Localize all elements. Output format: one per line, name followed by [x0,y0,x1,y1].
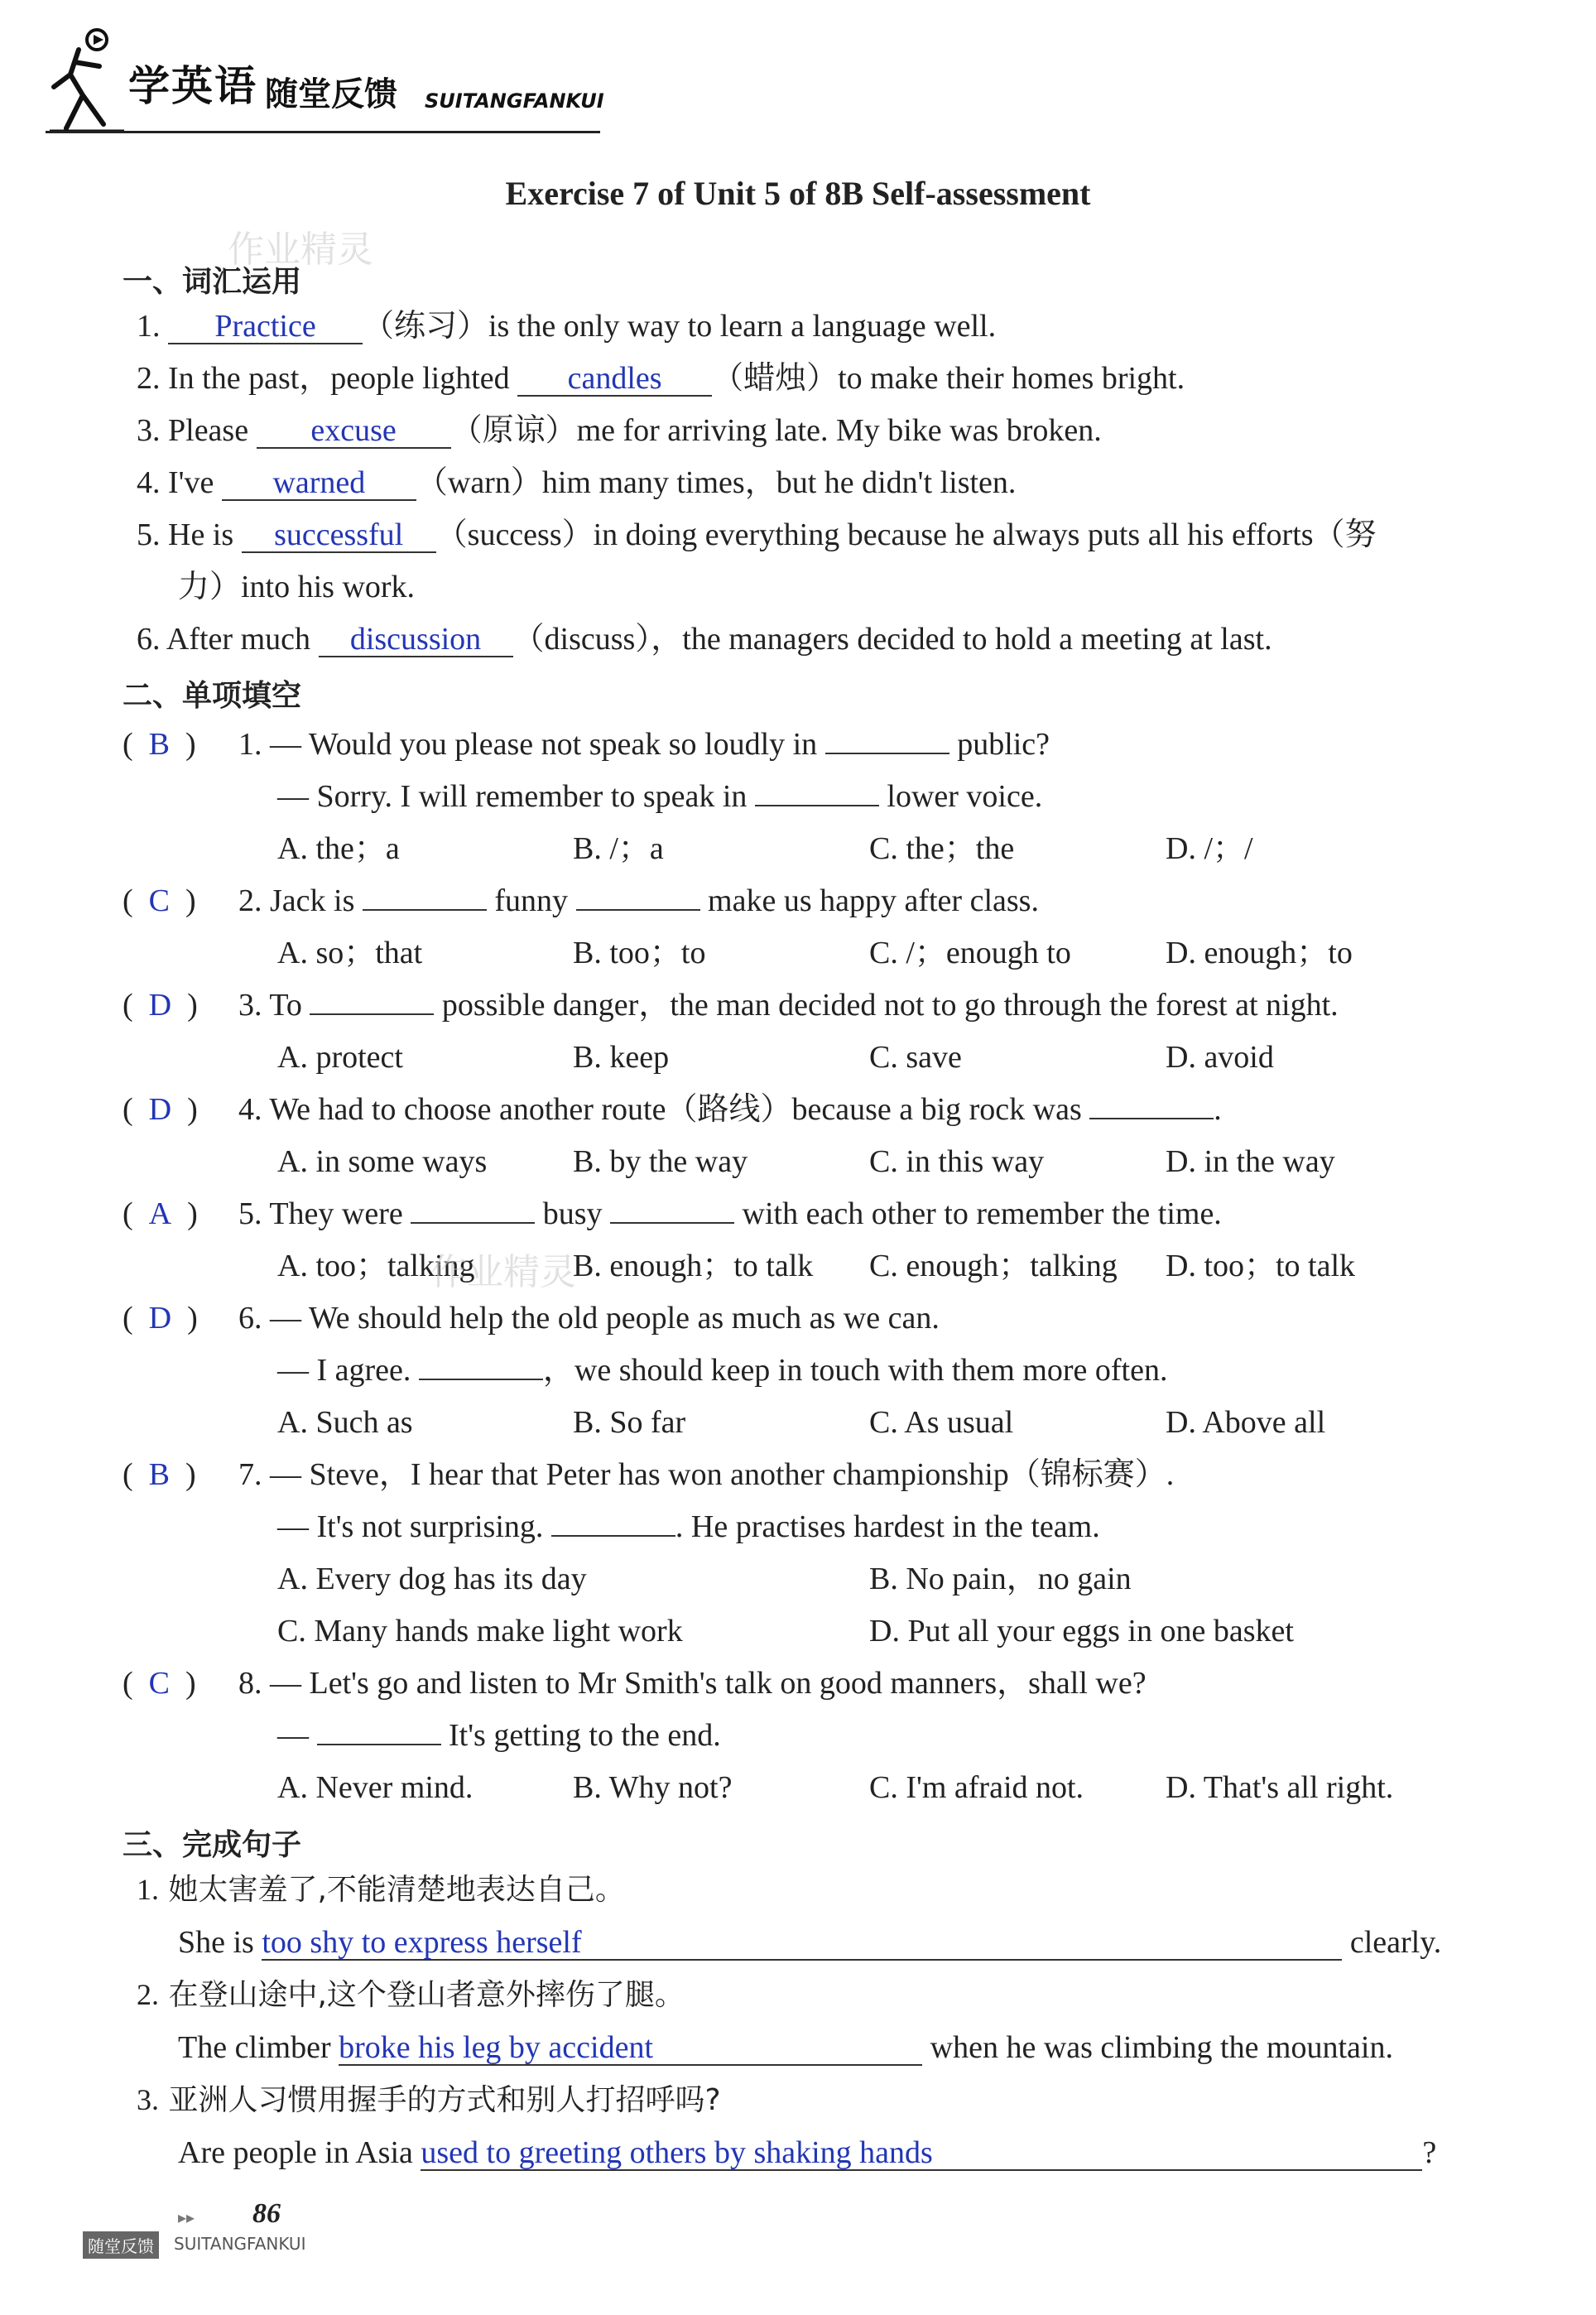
option-a[interactable]: A. Never mind. [277,1770,474,1805]
watermark: 作业精灵 [228,229,373,271]
option-a[interactable]: A. too；talking [277,1249,475,1283]
option-c[interactable]: C. Many hands make light work [277,1614,683,1648]
question-gap [310,1013,434,1015]
mc-question-7: 7. — Steve，I hear that Peter has won another championship（锦标赛）. [238,1457,1175,1492]
option-d[interactable]: D. Put all your eggs in one basket [869,1614,1294,1648]
mc-answer-box: ( A ) [123,1196,198,1231]
option-b[interactable]: B. /；a [573,831,664,866]
option-b[interactable]: B. So far [573,1405,686,1440]
sentence-2-chinese: 2. 在登山途中,这个登山者意外摔伤了腿。 [137,1978,685,2012]
mc-answer-box: ( B ) [123,727,196,762]
mc-answer-box: ( D ) [123,988,198,1023]
runner-logo-icon [46,25,128,137]
mc-question-6-reply: — I agree. ，we should keep in touch with them more often. [277,1353,1168,1388]
section1-heading: 一、词汇运用 [123,265,302,299]
mc-answer-box: ( C ) [123,1666,196,1701]
option-c[interactable]: C. in this way [869,1144,1045,1179]
page-title: Exercise 7 of Unit 5 of 8B Self-assessment [505,175,1091,212]
answer-blank[interactable]: excuse [257,414,451,449]
sentence-3-chinese: 3. 亚洲人习惯用握手的方式和别人打招呼吗? [137,2083,721,2117]
option-c[interactable]: C. save [869,1040,962,1075]
mc-question-8-reply: — It's getting to the end. [277,1718,721,1753]
arrow-icon: ▸▸ [178,2209,195,2227]
footer-tag: 随堂反馈 [83,2231,159,2259]
vocab-item-3: 3. Please excuse （原谅）me for arriving late. My bike was broken. [137,413,1102,448]
sentence-2: The climber broke his leg by accident when he was climbing the mountain. [178,2030,1393,2065]
mc-answer[interactable]: B [148,727,171,762]
option-b[interactable]: B. enough；to talk [573,1249,814,1283]
mc-question-1-reply: — Sorry. I will remember to speak in lower voice. [277,779,1043,814]
option-c[interactable]: C. the；the [869,831,1015,866]
mc-question-2: 2. Jack is funny make us happy after class. [238,883,1039,918]
section3-heading: 三、完成句子 [123,1828,302,1862]
option-a[interactable]: A. Such as [277,1405,413,1440]
vocab-item-1: 1. Practice （练习）is the only way to learn a language well. [137,309,997,344]
option-c[interactable]: C. As usual [869,1405,1014,1440]
option-d[interactable]: D. avoid [1166,1040,1274,1075]
option-b[interactable]: B. Why not? [573,1770,733,1805]
mc-question-4: 4. We had to choose another route（路线）because a big rock was . [238,1092,1222,1127]
mc-question-8: 8. — Let's go and listen to Mr Smith's talk on good manners，shall we? [238,1666,1147,1701]
footer-tag-en: SUITANGFANKUI [174,2234,306,2254]
mc-answer-box: ( C ) [123,883,196,918]
option-a[interactable]: A. in some ways [277,1144,488,1179]
header-subtitle: 随堂反馈 [265,75,397,113]
mc-answer[interactable]: B [148,1457,171,1492]
question-gap [419,1379,543,1380]
vocab-item-4: 4. I've warned （warn）him many times，but he didn't listen. [137,465,1017,500]
answer-blank[interactable]: used to greeting others by shaking hands [421,2136,1422,2171]
header-title: 学英语 [128,62,257,110]
mc-answer-box: ( B ) [123,1457,196,1492]
page-number: 86 [252,2198,281,2229]
answer-blank[interactable]: warned [222,466,416,501]
vocab-item-6: 6. After much discussion （discuss），the managers decided to hold a meeting at last. [137,622,1272,657]
sentence-3: Are people in Asia used to greeting others by shaking hands ? [178,2135,1437,2170]
question-gap [363,909,487,911]
answer-blank[interactable]: too shy to express herself [262,1926,1342,1961]
option-b[interactable]: B. keep [573,1040,670,1075]
option-b[interactable]: B. by the way [573,1144,748,1179]
answer-blank[interactable]: broke his leg by accident [339,2031,922,2066]
option-d[interactable]: D. too；to talk [1166,1249,1356,1283]
watermark: 作业精灵 [430,1251,576,1293]
question-gap [411,1222,535,1224]
question-gap [1089,1118,1214,1119]
mc-answer[interactable]: C [148,1666,171,1701]
mc-answer[interactable]: D [148,1092,172,1127]
question-gap [755,805,879,806]
mc-question-7-reply: — It's not surprising. . He practises hardest in the team. [277,1509,1100,1544]
option-a[interactable]: A. Every dog has its day [277,1562,587,1596]
mc-answer-box: ( D ) [123,1092,198,1127]
mc-answer[interactable]: D [148,988,172,1023]
mc-question-3: 3. To possible danger，the man decided not to go through the forest at night. [238,988,1339,1023]
mc-answer-box: ( D ) [123,1301,198,1336]
mc-question-1: 1. — Would you please not speak so loudly in public? [238,727,1050,762]
answer-blank[interactable]: discussion [319,623,513,657]
header-subtitle-en: SUITANGFANKUI [425,89,604,113]
mc-answer[interactable]: C [148,883,171,918]
option-d[interactable]: D. enough；to [1166,936,1353,970]
answer-blank[interactable]: Practice [168,310,363,344]
option-d[interactable]: D. That's all right. [1166,1770,1394,1805]
section2-heading: 二、单项填空 [123,679,302,713]
option-b[interactable]: B. No pain，no gain [869,1562,1132,1596]
answer-blank[interactable]: candles [517,362,712,397]
question-gap [576,909,700,911]
option-d[interactable]: D. in the way [1166,1144,1335,1179]
option-a[interactable]: A. protect [277,1040,403,1075]
mc-answer[interactable]: D [148,1301,172,1336]
option-c[interactable]: C. I'm afraid not. [869,1770,1084,1805]
vocab-item-5-cont: 力）into his work. [178,570,416,604]
option-a[interactable]: A. so；that [277,936,423,970]
question-gap [551,1535,675,1537]
question-gap [825,753,949,754]
sentence-1: She is too shy to express herself clearly. [178,1925,1442,1960]
mc-question-5: 5. They were busy with each other to remember the time. [238,1196,1222,1231]
answer-blank[interactable]: successful [242,518,436,553]
header [46,25,625,141]
option-d[interactable]: D. /；/ [1166,831,1253,866]
option-a[interactable]: A. the；a [277,831,400,866]
vocab-item-5: 5. He is successful （success）in doing everything because he always puts all his efforts（努 [137,517,1377,552]
mc-answer[interactable]: A [148,1196,172,1231]
vocab-item-2: 2. In the past，people lighted candles （蜡烛）to make their homes bright. [137,361,1185,396]
question-gap [610,1222,734,1224]
option-c[interactable]: C. /；enough to [869,936,1071,970]
header-rule [46,131,600,133]
mc-question-6: 6. — We should help the old people as much as we can. [238,1301,940,1336]
option-d[interactable]: D. Above all [1166,1405,1326,1440]
option-b[interactable]: B. too；to [573,936,706,970]
option-c[interactable]: C. enough；talking [869,1249,1118,1283]
question-gap [317,1744,441,1745]
sentence-1-chinese: 1. 她太害羞了,不能清楚地表达自己。 [137,1873,625,1907]
